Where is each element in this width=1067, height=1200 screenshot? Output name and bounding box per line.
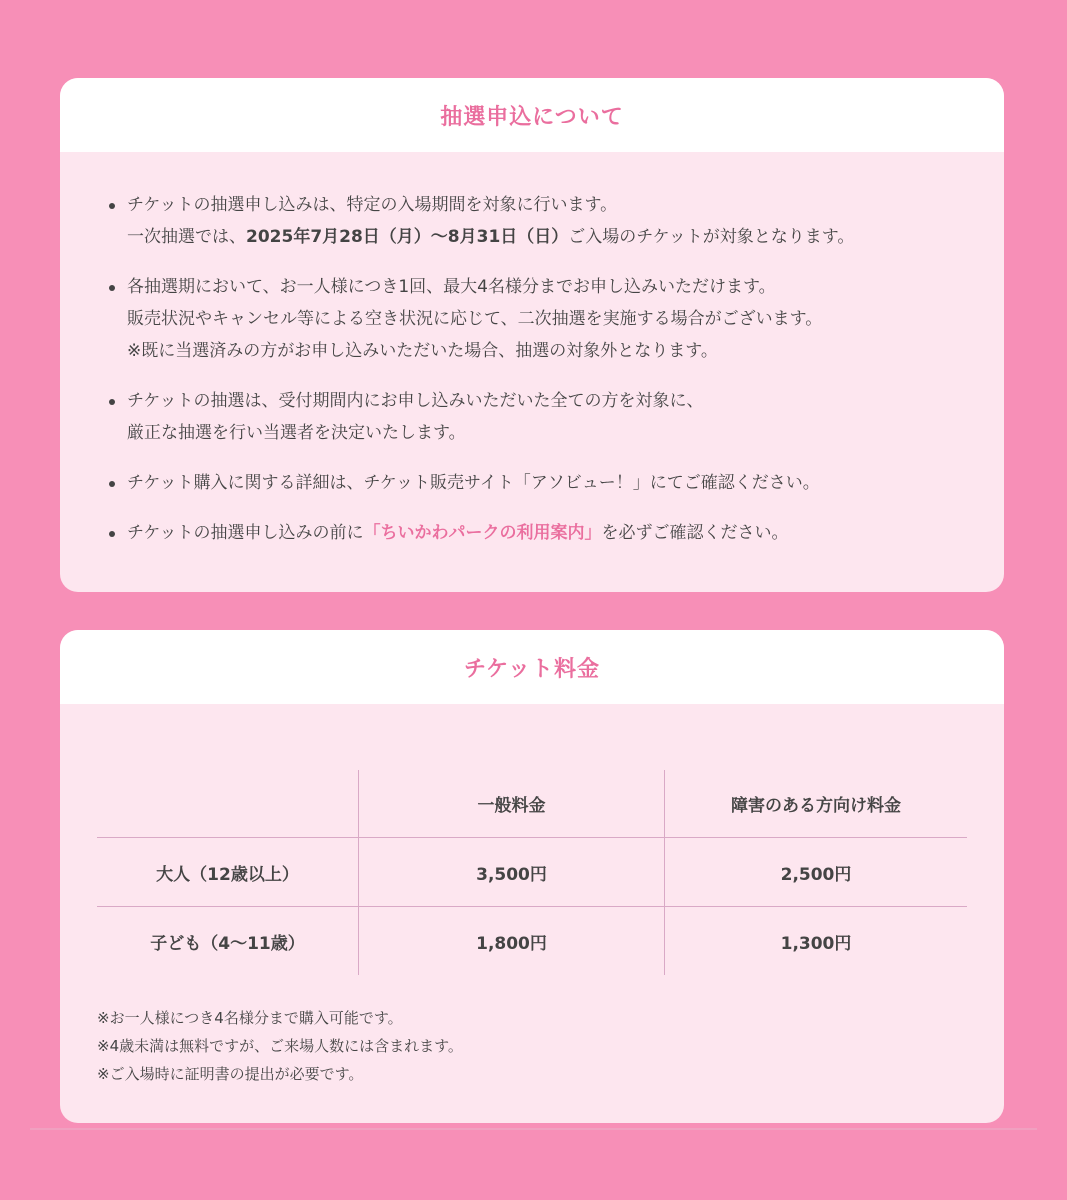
list-item — [127, 467, 1004, 499]
text-pre: チケットの抽選申し込みの前に — [127, 523, 364, 543]
price-table — [97, 770, 967, 975]
row-label: 子ども（4〜11歳） — [97, 907, 359, 976]
header-cell: 障害のある方向け料金 — [665, 770, 968, 838]
list-item — [127, 189, 1004, 253]
price-cell: 1,300円 — [665, 907, 968, 976]
lottery-card — [60, 78, 1004, 592]
item-text: 厳正な抽選を行い当選者を決定いたします。 — [127, 423, 466, 443]
price-cell: 1,800円 — [359, 907, 665, 976]
bottom-divider — [30, 1128, 1037, 1130]
item-text: ※既に当選済みの方がお申し込みいただいた場合、抽選の対象外となります。 — [127, 341, 718, 361]
table-header-row — [97, 770, 967, 838]
row-label: 大人（12歳以上） — [97, 838, 359, 907]
list-item — [127, 517, 1004, 549]
item-text: 販売状況やキャンセル等による空き状況に応じて、二次抽選を実施する場合がございます。 — [127, 309, 823, 329]
period-dates: 2025年7月28日（月）〜8月31日（日） — [246, 227, 569, 247]
item-text — [127, 221, 1004, 253]
item-text: チケットの抽選申し込みは、特定の入場期間を対象に行います。 — [127, 195, 618, 215]
text-post: を必ずご確認ください。 — [601, 523, 789, 543]
lottery-list — [60, 152, 1004, 549]
pricing-card — [60, 630, 1004, 1123]
price-cell: 3,500円 — [359, 838, 665, 907]
list-item — [127, 385, 1004, 449]
note: ※4歳未満は無料ですが、ご来場人数には含まれます。 — [97, 1037, 463, 1055]
table-row — [97, 838, 967, 907]
lottery-card-header — [60, 78, 1004, 152]
list-item — [127, 271, 1004, 367]
text-pre: 一次抽選では、 — [127, 227, 246, 247]
usage-guide-link[interactable]: 「ちいかわパークの利用案内」 — [363, 523, 602, 543]
text-post: ご入場のチケットが対象となります。 — [568, 227, 855, 247]
price-cell: 2,500円 — [665, 838, 968, 907]
pricing-card-header — [60, 630, 1004, 704]
note: ※お一人様につき4名様分まで購入可能です。 — [97, 1009, 403, 1027]
note: ※ご入場時に証明書の提出が必要です。 — [97, 1065, 364, 1083]
header-cell: 一般料金 — [359, 770, 665, 838]
header-cell — [97, 770, 359, 838]
pricing-notes — [97, 1004, 463, 1088]
table-row — [97, 907, 967, 976]
item-text: チケットの抽選は、受付期間内にお申し込みいただいた全ての方を対象に、 — [127, 391, 704, 411]
item-text: チケット購入に関する詳細は、チケット販売サイト「アソビュー！」にてご確認ください。 — [127, 473, 820, 493]
pricing-title: チケット料金 — [463, 656, 601, 682]
lottery-title: 抽選申込について — [440, 104, 624, 130]
item-text: 各抽選期において、お一人様につき1回、最大4名様分までお申し込みいただけます。 — [127, 277, 776, 297]
